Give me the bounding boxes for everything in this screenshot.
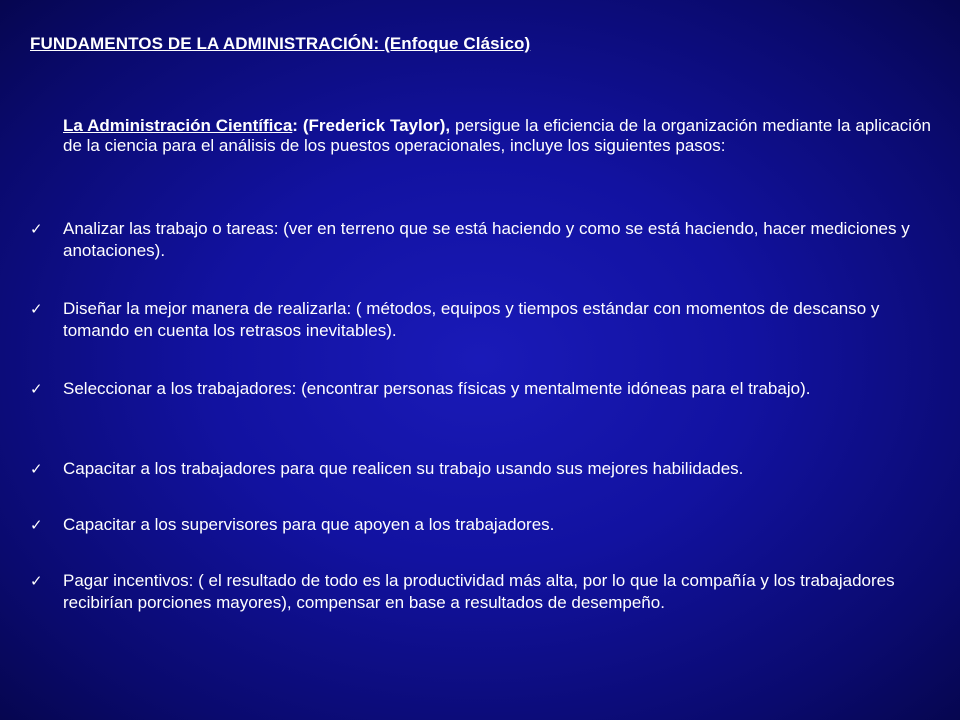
intro-lead-underlined: La Administración Científica (63, 116, 293, 135)
list-item (30, 570, 930, 614)
intro-lead-bold: : (Frederick Taylor), (292, 116, 451, 135)
intro-paragraph (63, 116, 931, 156)
slide-title: FUNDAMENTOS DE LA ADMINISTRACIÓN: (Enfoque Clásico) (30, 34, 531, 53)
list-item-text: Capacitar a los trabajadores para que realicen su trabajo usando sus mejores habilidades. (63, 459, 744, 478)
list-item-text: Capacitar a los supervisores para que apoyen a los trabajadores. (63, 515, 555, 534)
list-item (30, 298, 930, 342)
list-item-text: Analizar las trabajo o tareas: (ver en terreno que se está haciendo y como se está haciendo, hacer mediciones y anotaciones). (63, 219, 910, 260)
list-item (30, 218, 930, 262)
list-item-text: Diseñar la mejor manera de realizarla: ( métodos, equipos y tiempos estándar con momentos de descanso y tomando en cuenta los retrasos inevitables). (63, 299, 880, 340)
check-mark-icon: ✓ (30, 460, 43, 478)
check-mark-icon: ✓ (30, 300, 43, 318)
list-item-text: Pagar incentivos: ( el resultado de todo es la productividad más alta, por lo que la compañía y los trabajadores recibirían porciones mayores), compensar en base a resultados de desempeño. (63, 571, 895, 612)
list-item (30, 514, 930, 536)
list-item-text: Seleccionar a los trabajadores: (encontrar personas físicas y mentalmente idóneas para el trabajo). (63, 379, 811, 398)
check-mark-icon: ✓ (30, 572, 43, 590)
intro-body: persigue la eficiencia de la organización mediante la aplicación de la ciencia para el análisis de los puestos operacionales, incluye los siguientes pasos: (63, 116, 931, 155)
list-item (30, 378, 930, 400)
check-mark-icon: ✓ (30, 220, 43, 238)
check-mark-icon: ✓ (30, 380, 43, 398)
list-item (30, 458, 930, 480)
check-mark-icon: ✓ (30, 516, 43, 534)
